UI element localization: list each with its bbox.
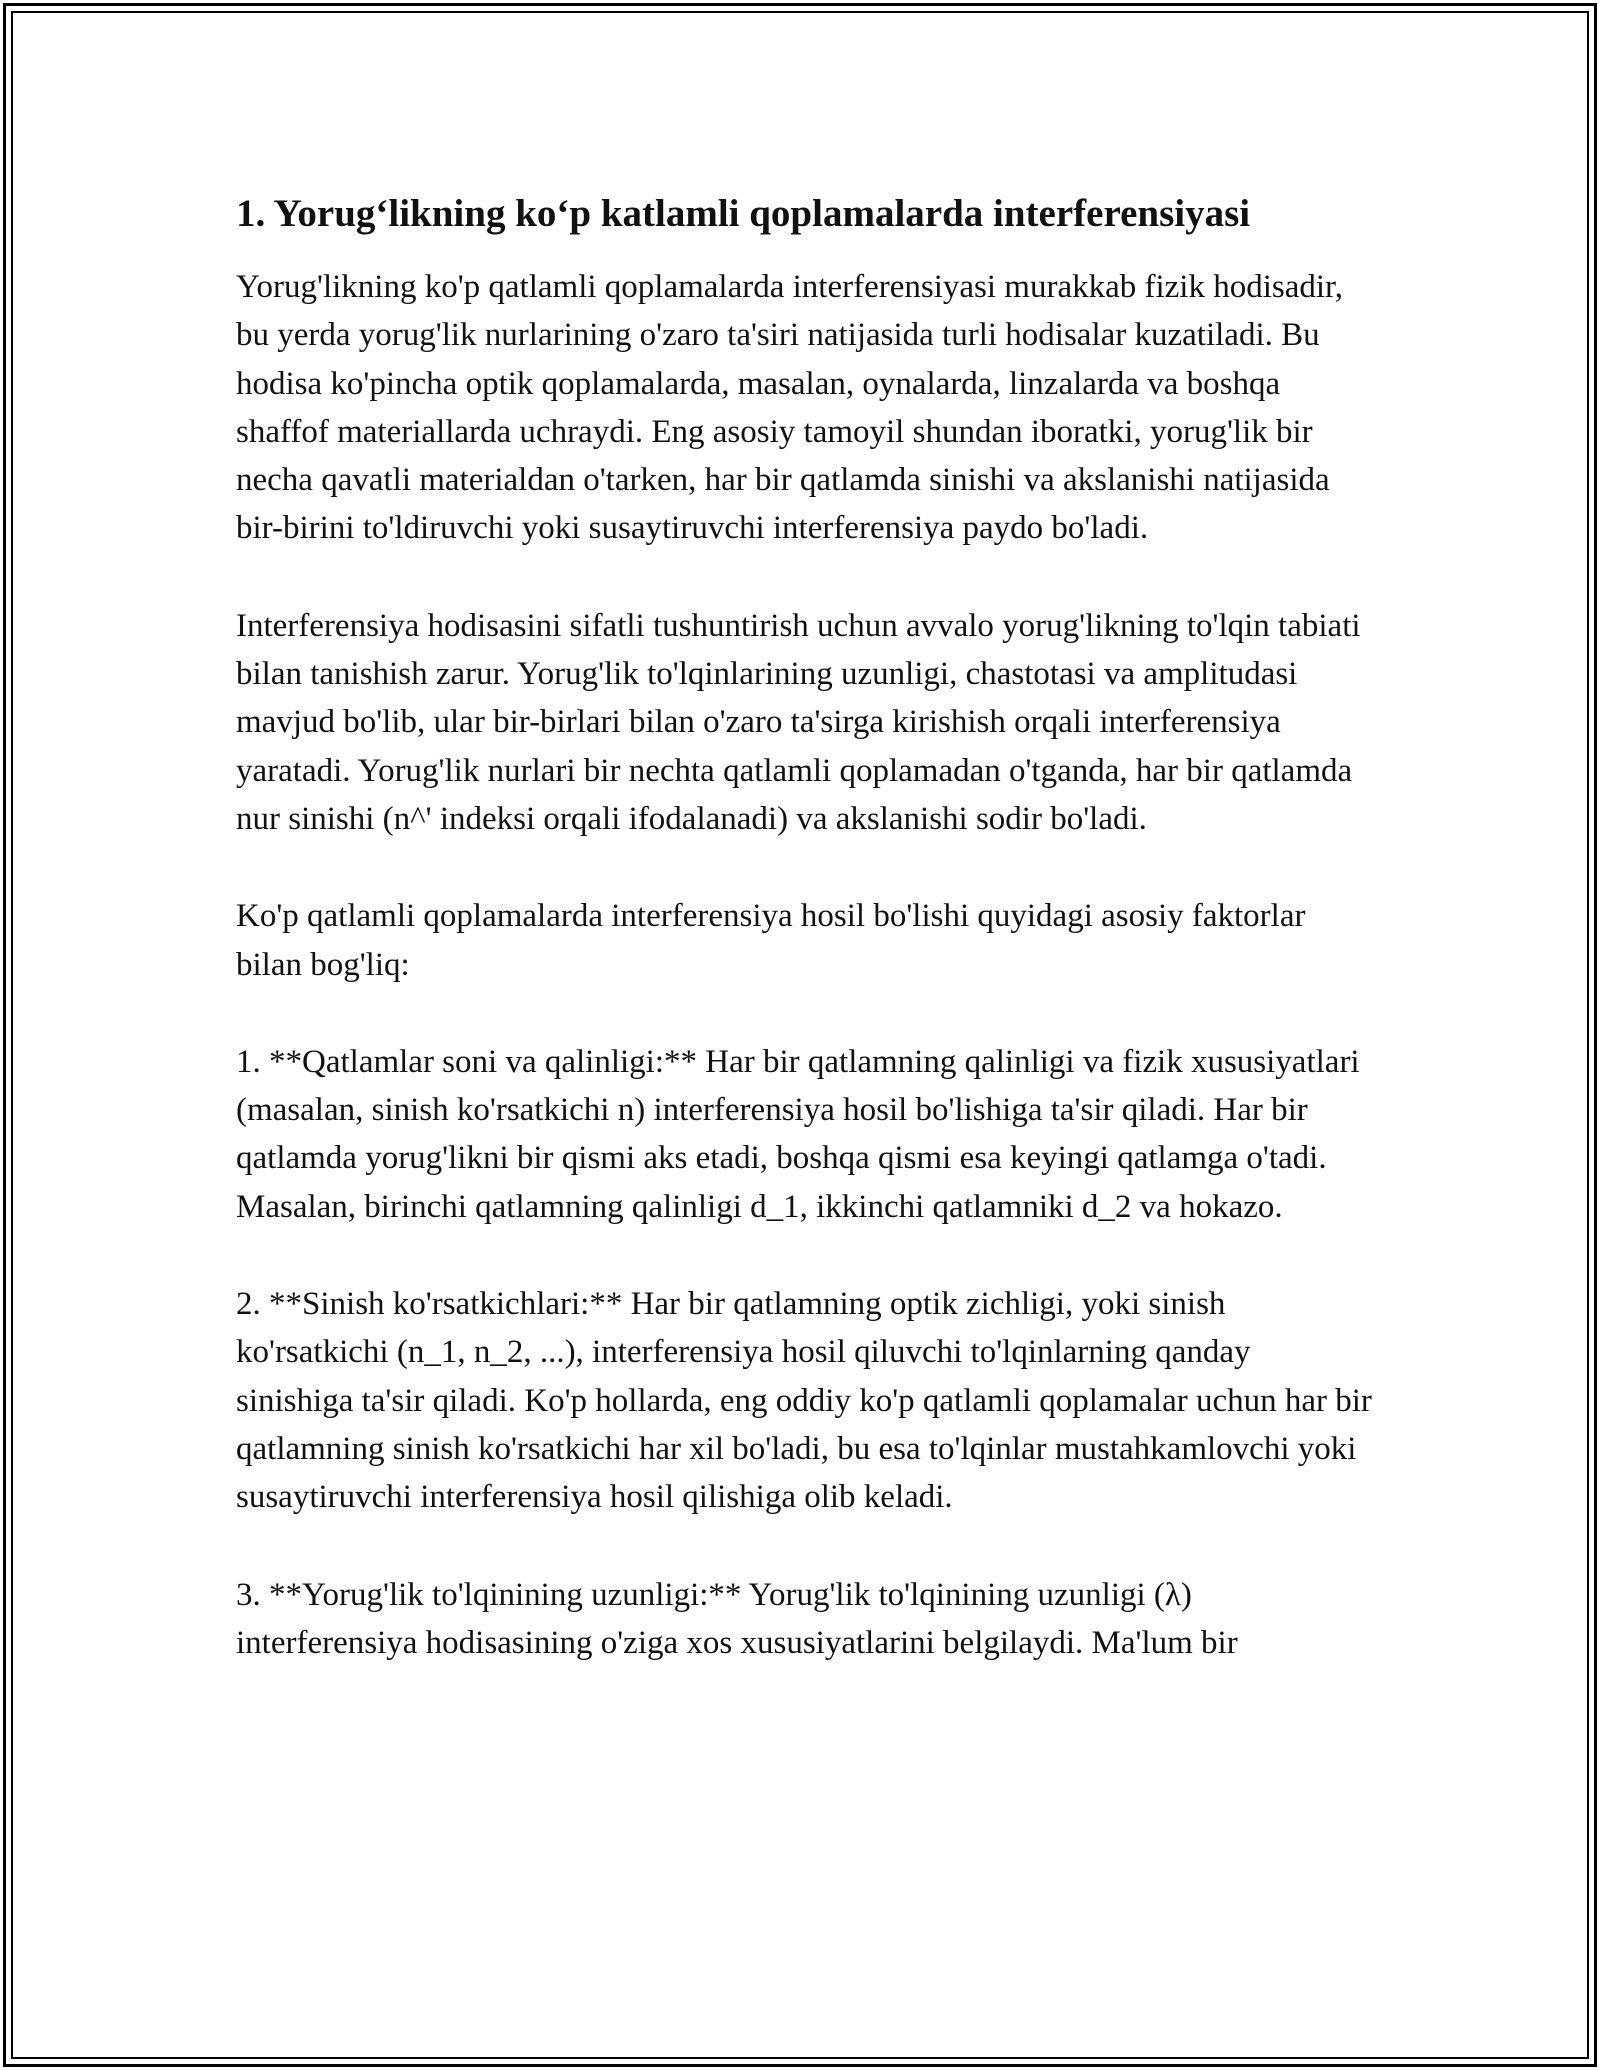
paragraph-intro: Yorug'likning ko'p qatlamli qoplamalarda interferensiyasi murakkab fizik hodisadir, bu yerda yorug'lik nurlarining o'zaro ta'siri natijasida turli hodisalar kuzatiladi. Bu hodisa ko'pincha optik qoplamalarda, masalan, oynalarda, linzalarda va boshqa shaffof materiallarda uchraydi. Eng asosiy tamoyil shundan iboratki, yorug'lik bir necha qavatli materialdan o'tarken, har bir qatlamda sinishi va akslanishi natijasida bir-birini to'ldiruvchi yoki susaytiruvchi interferensiya paydo bo'ladi. — [236, 269, 1343, 547]
list-item-refractive-index: 2. **Sinish ko'rsatkichlari:** Har bir qatlamning optik zichligi, yoki sinish ko'rsatkichi (n_1, n_2, ...), interferensiya hosil qiluvchi to'lqinlarning qanday sinishiga ta'sir qiladi. Ko'p hollarda, eng oddiy ko'p qatlamli qoplamalar uchun har bir qatlamning sinish ko'rsatkichi har xil bo'ladi, bu esa to'lqinlar mustahkamlovchi yoki susaytiruvchi interferensiya hosil qilishiga olib keladi. — [236, 1286, 1372, 1516]
paragraph-factors-intro: Ko'p qatlamli qoplamalarda interferensiya hosil bo'lishi quyidagi asosiy faktorlar bilan bog'liq: — [236, 898, 1306, 983]
paragraph-wave-nature: Interferensiya hodisasini sifatli tushuntirish uchun avvalo yorug'likning to'lqin tabiati bilan tanishish zarur. Yorug'lik to'lqinlarining uzunligi, chastotasi va amplitudasi mavjud bo'lib, ular bir-birlari bilan o'zaro ta'sirga kirishish orqali interferensiya yaratadi. Yorug'lik nurlari bir nechta qatlamli qoplamadan o'tganda, har bir qatlamda nur sinishi (n^' indeksi orqali ifodalanadi) va akslanishi sodir bo'ladi. — [236, 607, 1361, 837]
list-item-layers: 1. **Qatlamlar soni va qalinligi:** Har bir qatlamning qalinligi va fizik xususiyatlari (masalan, sinish ko'rsatkichi n) interferensiya hosil bo'lishiga ta'sir qiladi. Har bir qatlamda yorug'likni bir qismi aks etadi, boshqa qismi esa keyingi qatlamga o'tadi. Masalan, birinchi qatlamning qalinligi d_1, ikkinchi qatlamniki d_2 va hokazo. — [236, 1043, 1360, 1225]
list-item-wavelength: 3. **Yorug'lik to'lqinining uzunligi:** Yorug'lik to'lqinining uzunligi (λ) interferensiya hodisasining o'ziga xos xususiyatlarini belgilaydi. Ma'lum bir — [236, 1576, 1238, 1661]
document-body — [236, 188, 1376, 1716]
section-title: 1. Yorug‘likning ko‘p katlamli qoplamalarda interferensiyasi — [236, 192, 1251, 235]
